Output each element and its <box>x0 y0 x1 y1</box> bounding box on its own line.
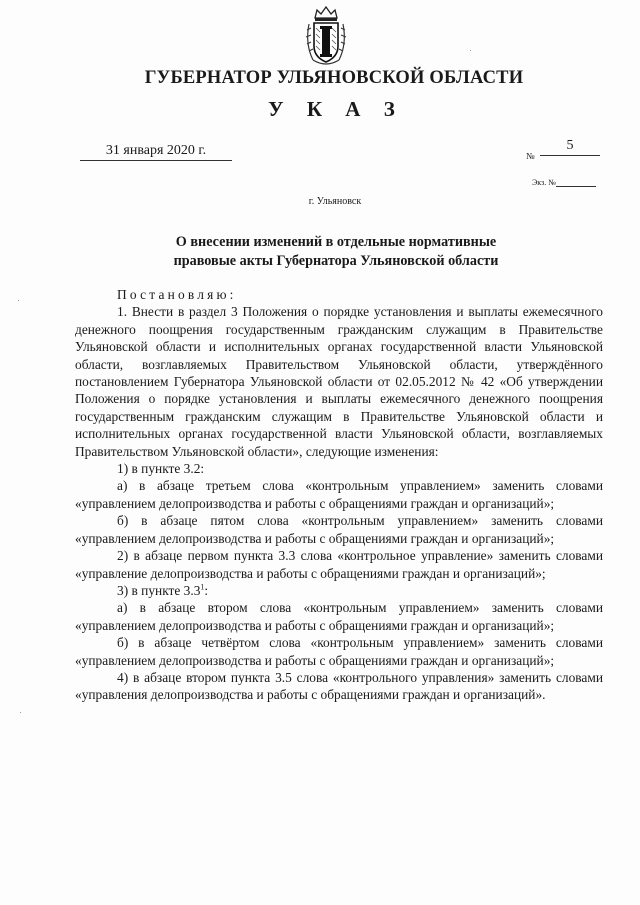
scan-speck <box>470 50 471 51</box>
item3-suffix: : <box>204 582 209 598</box>
subject-line: правовые акты Губернатора Ульяновской области <box>173 253 499 269</box>
decree-word: Постановляю: <box>117 287 237 302</box>
body-paragraph: а) в абзаце втором слова «контрольным управлением» заменить словами «управлением делопроизводства и работы с обращениями граждан и организаций»; <box>75 600 603 633</box>
document-subject <box>0 233 640 271</box>
body-paragraph: 4) в абзаце втором пункта 3.5 слова «контрольного управления» заменить словами «управления делопроизводства и работы с обращениями граждан и организаций». <box>75 669 603 703</box>
document-number: 5 <box>540 138 600 156</box>
copy-number <box>532 178 596 187</box>
item3-superscript: 1 <box>200 582 205 592</box>
body-paragraph: 1) в пункте 3.2: <box>117 461 205 477</box>
copy-number-blank <box>556 186 596 187</box>
copy-number-label: Экз. № <box>532 178 556 187</box>
number-label: № <box>526 151 535 161</box>
document-type: У К А З <box>268 97 404 121</box>
subject-line: О внесении изменений в отдельные нормативные <box>175 234 497 250</box>
scan-speck <box>20 712 21 713</box>
ulyanovsk-coat-of-arms-icon <box>303 4 349 68</box>
body-paragraph: 1. Внести в раздел 3 Положения о порядке установления и выплаты ежемесячного денежного поощрения государственным гражданским служащим в Правительстве Ульяновской области и исполнительных органах государственной власти Ульяновской области, возглавляемых Правительством Ульяновской области, утверждённого постановлением Губернатора Ульяновской области от 02.05.2012 № 42 «Об утверждении Положения о порядке установления и выплаты ежемесячного денежного поощрения государственным гражданским служащим в Правительстве Ульяновской области и исполнительных органах государственной власти Ульяновской области, возглавляемых Правительством Ульяновской области», следующие изменения: <box>75 304 603 459</box>
document-date: 31 января 2020 г. <box>80 143 232 161</box>
body-paragraph: б) в абзаце четвёртом слова «контрольным управлением» заменить словами «управлением делопроизводства и работы с обращениями граждан и организаций»; <box>75 635 603 668</box>
body-paragraph <box>75 582 603 599</box>
scan-speck <box>18 300 19 301</box>
body-paragraph: 2) в абзаце первом пункта 3.3 слова «контрольное управление» заменить словами «управление делопроизводства и работы с обращениями граждан и организаций»; <box>75 548 603 581</box>
body-paragraph: б) в абзаце пятом слова «контрольным управлением» заменить словами «управлением делопроизводства и работы с обращениями граждан и организаций»; <box>75 513 603 546</box>
document-city: г. Ульяновск <box>308 196 362 207</box>
body-paragraph: а) в абзаце третьем слова «контрольным управлением» заменить словами «управлением делопроизводства и работы с обращениями граждан и организаций»; <box>75 478 603 511</box>
issuing-authority: ГУБЕРНАТОР УЛЬЯНОВСКОЙ ОБЛАСТИ <box>144 68 524 88</box>
document-body <box>75 286 603 704</box>
item3-prefix: 3) в пункте 3.3 <box>117 582 201 598</box>
